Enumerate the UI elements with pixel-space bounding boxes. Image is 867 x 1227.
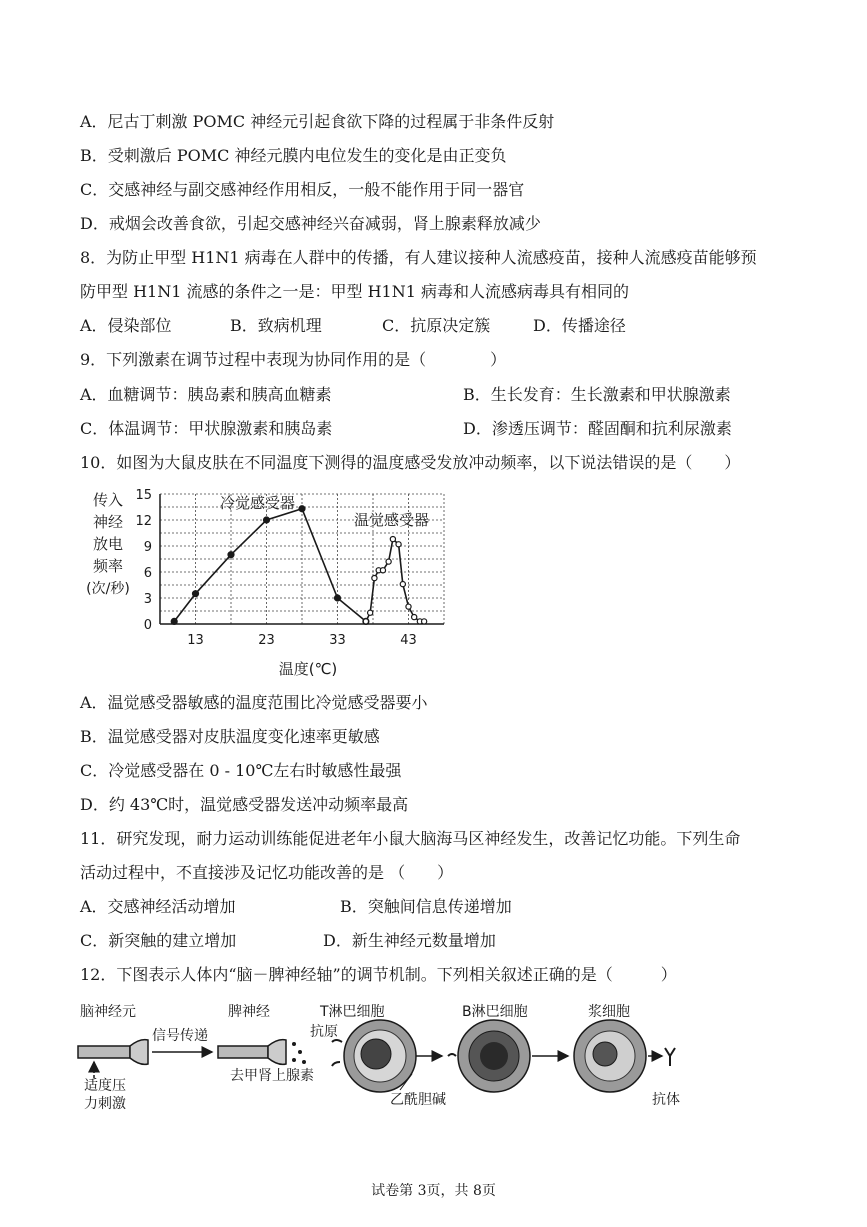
q7-option-c: C．交感神经与副交感神经作用相反，一般不能作用于同一器官 xyxy=(80,180,525,199)
brain-neuron-axon xyxy=(78,1040,148,1065)
y-tick-label: 0 xyxy=(143,618,152,633)
t-cell-label: T淋巴细胞 xyxy=(320,1004,385,1020)
y-tick-label: 12 xyxy=(135,514,152,529)
stimulus-label-line2: 力刺激 xyxy=(84,1096,126,1112)
y-title-line: 放电 xyxy=(92,535,124,553)
warm-point xyxy=(400,582,405,587)
x-tick-label: 13 xyxy=(187,633,204,648)
cold-point xyxy=(264,517,270,523)
acetylcholine-label: 乙酰胆碱 xyxy=(390,1092,446,1108)
norepinephrine-label: 去甲肾上腺素 xyxy=(230,1068,314,1084)
q10-option-a: A．温觉感受器敏感的温度范围比冷觉感受器要小 xyxy=(80,693,428,712)
page-footer: 试卷第 3页，共 8页 xyxy=(371,1183,496,1199)
q9-option-c: C．体温调节：甲状腺激素和胰岛素 xyxy=(80,419,333,438)
q11-option-c: C．新突触的建立增加 xyxy=(80,931,237,950)
cold-point xyxy=(193,591,199,597)
y-tick-label: 9 xyxy=(143,540,152,555)
q8-option-b: B．致病机理 xyxy=(230,316,322,335)
q10-option-b: B．温觉感受器对皮肤温度变化速率更敏感 xyxy=(80,727,380,746)
cold-point xyxy=(335,595,341,601)
plasma-cell xyxy=(574,1020,646,1092)
y-title-line: (次/秒) xyxy=(86,581,130,597)
x-tick-label: 43 xyxy=(400,633,417,648)
q11-option-d: D．新生神经元数量增加 xyxy=(323,931,496,950)
spleen-nerve-label: 脾神经 xyxy=(228,1004,270,1020)
signal-label: 信号传递 xyxy=(152,1028,208,1044)
cold-point xyxy=(299,506,305,512)
y-title-line: 神经 xyxy=(92,513,124,531)
warm-point xyxy=(396,542,401,547)
q9-stem: 9．下列激素在调节过程中表现为协同作用的是（ ） xyxy=(80,350,507,369)
q10-stem: 10．如图为大鼠皮肤在不同温度下测得的温度感受发放冲动频率，以下说法错误的是（ ） xyxy=(80,453,741,472)
cold-point xyxy=(228,552,234,558)
temperature-receptor-chart xyxy=(78,478,458,678)
warm-point xyxy=(412,614,417,619)
q8-option-d: D．传播途径 xyxy=(533,316,626,335)
x-tick-label: 23 xyxy=(258,633,275,648)
q11-option-a: A．交感神经活动增加 xyxy=(80,897,236,916)
q11-stem-line1: 11．研究发现，耐力运动训练能促进老年小鼠大脑海马区神经发生，改善记忆功能。下列生命 xyxy=(80,829,741,848)
stimulus-label-line1: 适度压 xyxy=(84,1078,126,1094)
y-tick-label: 3 xyxy=(143,592,152,607)
q8-option-a: A．侵染部位 xyxy=(80,316,172,335)
y-axis-title xyxy=(86,491,130,597)
q10-option-c: C．冷觉感受器在 0 - 10℃左右时敏感性最强 xyxy=(80,761,402,780)
series-label-warm: 温觉感受器 xyxy=(354,511,430,529)
warm-point xyxy=(406,604,411,609)
y-tick-label: 15 xyxy=(135,488,152,503)
x-tick-label: 33 xyxy=(329,633,346,648)
antibody-icon xyxy=(665,1048,675,1066)
y-tick-label: 6 xyxy=(143,566,152,581)
y-tick-labels xyxy=(135,488,152,633)
y-title-line: 频率 xyxy=(92,557,124,575)
brain-spleen-axis-diagram xyxy=(70,998,710,1124)
warm-point xyxy=(372,575,377,580)
y-title-line: 传入 xyxy=(92,491,124,509)
q11-stem-line2: 活动过程中，不直接涉及记忆功能改善的是 （ ） xyxy=(80,863,454,882)
b-cell xyxy=(448,1020,530,1092)
warm-point xyxy=(380,568,385,573)
q9-option-b: B．生长发育：生长激素和甲状腺激素 xyxy=(463,385,731,404)
warm-point xyxy=(368,610,373,615)
antigen-label: 抗原 xyxy=(310,1024,338,1040)
cold-point xyxy=(171,618,177,624)
brain-neuron-label: 脑神经元 xyxy=(80,1004,136,1020)
antibody-label: 抗体 xyxy=(652,1092,680,1108)
q7-option-d: D．戒烟会改善食欲，引起交感神经兴奋减弱，肾上腺素释放减少 xyxy=(80,214,541,233)
q7-option-b: B．受刺激后 POMC 神经元膜内电位发生的变化是由正变负 xyxy=(80,146,507,165)
spleen-nerve-axon xyxy=(218,1040,306,1065)
q8-stem-line2: 防甲型 H1N1 流感的条件之一是：甲型 H1N1 病毒和人流感病毒具有相同的 xyxy=(80,282,629,301)
plasma-cell-label: 浆细胞 xyxy=(588,1004,630,1020)
series-label-cold: 冷觉感受器 xyxy=(220,494,296,512)
q8-option-c: C．抗原决定簇 xyxy=(382,316,491,335)
q12-stem: 12．下图表示人体内“脑－脾神经轴”的调节机制。下列相关叙述正确的是（ ） xyxy=(80,965,677,984)
b-cell-label: B淋巴细胞 xyxy=(462,1004,528,1020)
warm-point xyxy=(422,619,427,624)
q9-option-d: D．渗透压调节：醛固酮和抗利尿激素 xyxy=(463,419,732,438)
warm-point xyxy=(390,536,395,541)
warm-point xyxy=(363,619,368,624)
warm-point xyxy=(386,559,391,564)
series-line-0 xyxy=(174,509,366,622)
x-axis-title: 温度(℃) xyxy=(278,660,338,678)
q7-option-a: A．尼古丁刺激 POMC 神经元引起食欲下降的过程属于非条件反射 xyxy=(80,112,555,131)
q10-option-d: D．约 43℃时，温觉感受器发送冲动频率最高 xyxy=(80,795,409,814)
q9-option-a: A．血糖调节：胰岛素和胰高血糖素 xyxy=(80,385,332,404)
t-cell xyxy=(332,1020,416,1092)
x-tick-labels xyxy=(187,633,417,648)
q8-stem-line1: 8．为防止甲型 H1N1 病毒在人群中的传播，有人建议接种人流感疫苗，接种人流感疫苗能够预 xyxy=(80,248,757,267)
q11-option-b: B．突触间信息传递增加 xyxy=(340,897,512,916)
